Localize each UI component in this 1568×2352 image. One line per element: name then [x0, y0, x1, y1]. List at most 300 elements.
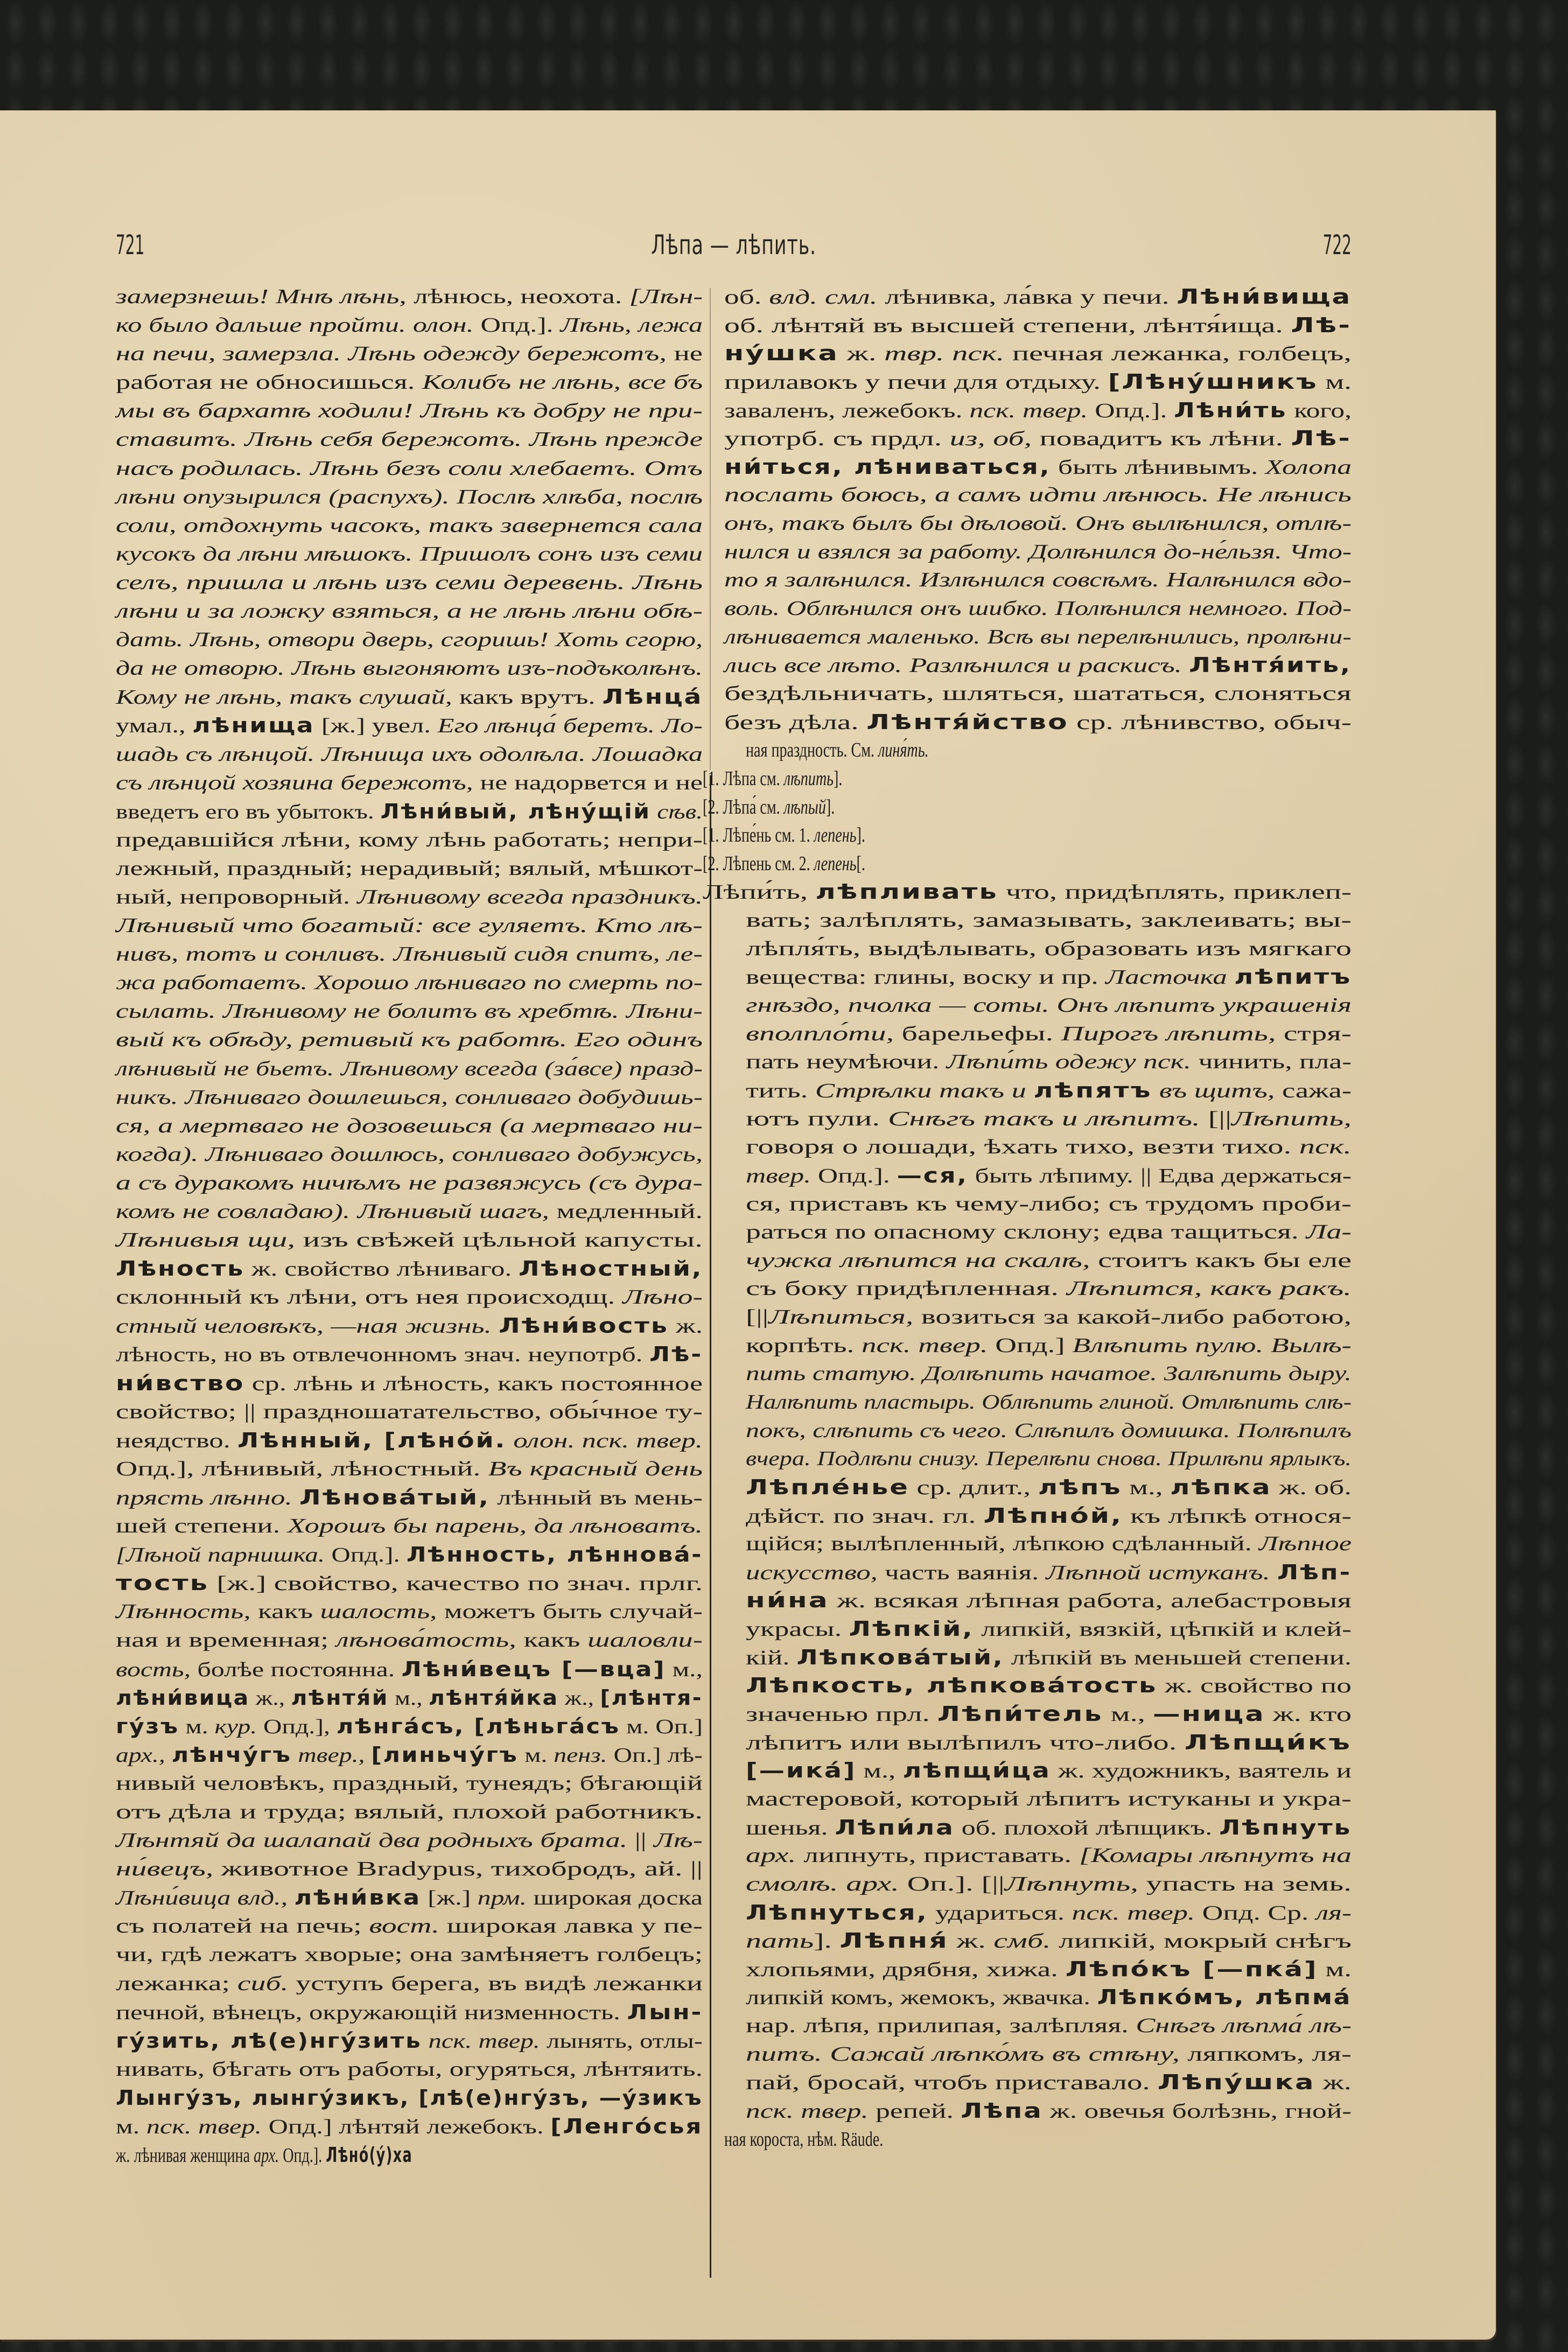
definition-text: съ боку придѣпленная. — [746, 1277, 1067, 1300]
text-line-content — [746, 1190, 1352, 1219]
text-line — [116, 2112, 703, 2141]
text-line-content — [116, 2112, 703, 2141]
text-line-content — [746, 1105, 1352, 1133]
text-line-content — [746, 2097, 1352, 2126]
definition-text: животное Bradypus, тихобродъ, ай. || — [213, 1858, 703, 1881]
text-line — [116, 797, 703, 826]
page-number-right: 722 — [1322, 229, 1352, 261]
text-line — [724, 2125, 1352, 2154]
example-text: шаловли- — [587, 1629, 703, 1652]
text-line-content — [746, 991, 1352, 1020]
definition-text: шенья. — [746, 1816, 835, 1839]
definition-text: хлопьями, дрябня, хижа. — [746, 1958, 1066, 1981]
definition-text: [|| — [1200, 1107, 1231, 1130]
text-line-content — [746, 1275, 1352, 1303]
definition-text: часть ваянія. — [877, 1561, 1046, 1584]
headword: Лѣпу́шка — [1157, 2070, 1315, 2095]
example-text: твр. пск. — [884, 342, 1005, 366]
text-line-content — [746, 1247, 1352, 1275]
example-text: пенз. — [554, 1744, 607, 1767]
text-line — [724, 283, 1352, 311]
headword: Лѣпкій, — [849, 1617, 974, 1641]
example-text: Снѣгъ такъ и лѣпитъ. — [887, 1107, 1200, 1130]
example-text: Налѣпить пластырь. Облѣпить глиной. Отлѣпить слѣ- — [746, 1390, 1352, 1413]
text-line-content — [116, 1970, 703, 1998]
headword: Лѣность — [116, 1257, 245, 1281]
example-text: Лѣни́вица — [116, 1887, 231, 1910]
text-line — [116, 769, 703, 797]
example-text: кусокъ да лѣни мѣшокъ. Пришолъ сонъ изъ семи — [116, 542, 703, 565]
text-line — [724, 1899, 1352, 1927]
text-line — [724, 1303, 1352, 1332]
example-text: лѣнивый не бьетъ. Лѣнивому всегда (за́все) празд- — [116, 1057, 703, 1080]
text-line — [724, 736, 1352, 765]
text-line — [116, 283, 703, 311]
example-text: пск. твер. — [969, 399, 1088, 422]
example-text: лепень — [814, 824, 857, 847]
text-line-content — [116, 797, 703, 827]
example-text: замерзнешь! Мнѣ лѣнь, — [116, 285, 407, 308]
definition-text: липкій, мокрый снѣгъ — [1051, 1930, 1352, 1953]
definition-text: значенью прл. — [746, 1703, 937, 1726]
text-line — [724, 1785, 1352, 1814]
example-text: Лѣнивому всегда праздникъ. — [357, 885, 703, 908]
headword: Лѣпно́й, — [983, 1503, 1123, 1528]
headword: лѣни́вица — [116, 1685, 250, 1710]
headword: Лѣни́вецъ [—вца] — [401, 1657, 666, 1681]
text-line-content — [746, 2040, 1352, 2069]
definition-text: [ж.] свойство, качество по знач. прлг. — [209, 1572, 703, 1595]
text-line-content — [116, 1083, 703, 1112]
definition-text — [838, 1873, 846, 1895]
headword: лѣнтя́йка — [428, 1685, 559, 1710]
text-line-content — [746, 1076, 1352, 1105]
text-line — [116, 1083, 703, 1112]
text-line-content — [746, 1983, 1352, 2012]
text-line-content — [116, 1398, 703, 1426]
definition-text: ж. художникъ, ваятель и — [1051, 1760, 1352, 1783]
text-line-content — [116, 2055, 703, 2084]
text-line — [116, 340, 703, 368]
example-text: Лѣпное — [1258, 1532, 1352, 1556]
text-line — [724, 906, 1352, 935]
example-text: въ щитъ, — [1152, 1079, 1275, 1102]
example-text: лись все лѣто. Разлѣнился и раскисъ. — [724, 654, 1189, 677]
definition-text: Лѣпи́ть, — [703, 881, 816, 904]
definition-text: лѣпля́ть, выдѣлывать, образовать изъ мягкаго — [746, 937, 1352, 960]
text-line-content — [116, 826, 703, 855]
definition-text: возиться за какой-либо работою, — [913, 1306, 1352, 1329]
text-line — [116, 1769, 703, 1798]
example-text: на печи, замерзла. Лѣнь одежду бережотъ, — [116, 342, 667, 366]
text-line — [724, 1473, 1352, 1502]
text-line — [724, 2012, 1352, 2040]
example-text: лепень — [814, 852, 857, 875]
headword: [Лѣну́шникъ — [1108, 369, 1318, 394]
example-text: ставитъ. Лѣнь себя бережотъ. Лѣнь прежде — [116, 428, 703, 451]
text-line-content — [116, 1741, 703, 1770]
definition-text: лѣпкій въ меньшей степени. — [1004, 1646, 1352, 1669]
headword: Лѣнный, [лѣно́й. — [237, 1428, 507, 1452]
headword: [—ика́] — [746, 1759, 857, 1783]
text-line-content — [746, 1048, 1352, 1076]
text-line — [116, 569, 703, 597]
text-line — [116, 597, 703, 626]
text-line — [116, 2141, 703, 2169]
text-line-content — [116, 1998, 703, 2027]
definition-text: повадитъ къ лѣни. — [1032, 428, 1291, 451]
text-line-content — [116, 1684, 703, 1713]
definition-text: м. — [1318, 1958, 1352, 1981]
text-line-content — [746, 1161, 1352, 1191]
text-line-content — [724, 651, 1352, 680]
definition-text: что, придѣплять, приклеп- — [998, 881, 1352, 904]
headword: ни́вство — [116, 1371, 245, 1395]
text-line — [724, 1388, 1352, 1417]
example-text: вполпло́ти, — [746, 1022, 894, 1045]
example-text: арх., — [116, 1744, 172, 1767]
definition-text: липкій комъ, жемокъ, жвачка. — [746, 1986, 1097, 2010]
text-line — [724, 1076, 1352, 1105]
text-line — [116, 1598, 703, 1626]
definition-text: барельефы. — [894, 1022, 1061, 1045]
text-line-content — [746, 736, 929, 765]
headword: Лѣпня́ — [839, 1929, 949, 1953]
definition-text: ж. — [838, 342, 885, 366]
text-line — [116, 626, 703, 654]
definition-text — [1026, 1080, 1034, 1102]
definition-text: ж. лѣнивая женщина — [116, 2144, 254, 2167]
text-line-content — [116, 1655, 703, 1684]
headword: Лынгу́зъ, лынгу́зикъ, [лѣ(е)нгу́зъ, —у́зикъ — [116, 2085, 703, 2110]
text-line — [724, 1190, 1352, 1219]
definition-text: лѣпитъ или вылѣпилъ что-либо. — [746, 1731, 1185, 1754]
example-text: Лѣнь, лежа — [560, 314, 703, 337]
example-text: арх. — [254, 2144, 279, 2167]
text-line-content — [116, 2084, 703, 2113]
definition-text: ж. всякая лѣпная работа, алебастровыя — [829, 1590, 1352, 1613]
definition-text: упасть на земь. — [1138, 1872, 1352, 1895]
example-text: смб. — [993, 1930, 1051, 1953]
example-text: пск. твер. — [1072, 1901, 1195, 1924]
text-line — [116, 2084, 703, 2112]
text-line — [116, 1655, 703, 1684]
definition-text: прилавокъ у печи для отдыху. — [724, 370, 1108, 394]
example-text: нился и взялся за работу. Долѣнился до-не́льзя. Что- — [724, 540, 1352, 563]
text-line-content — [746, 1785, 1352, 1814]
example-text: вый къ обѣду, ретивый къ работѣ. Его одинъ — [116, 1028, 703, 1052]
example-text: лѣни и за ложку взяться, а не лѣнь лѣни обѣ- — [116, 600, 703, 623]
definition-text: [|| — [746, 1306, 769, 1329]
headword: Лѣностный, — [519, 1257, 703, 1281]
definition-text: уступъ берега, въ видѣ лежанки — [288, 1972, 703, 1995]
definition-text: ж. — [948, 1930, 994, 1953]
text-line-content — [746, 1218, 1352, 1247]
text-line-content — [116, 1912, 703, 1941]
definition-text: ж. овечья болѣзнь, гной- — [1042, 2100, 1352, 2123]
text-line — [116, 1798, 703, 1826]
text-line — [724, 424, 1352, 453]
example-text: лѣнивается маленько. Всѣ вы перелѣнились, пролѣни- — [724, 625, 1352, 648]
definition-text: ]. — [814, 1930, 840, 1953]
text-line — [724, 1756, 1352, 1785]
definition-text: употрб. съ прдл. — [724, 428, 950, 451]
text-line — [116, 740, 703, 769]
definition-text: [ж.] увел. — [314, 715, 438, 738]
example-text: комъ не совладаю). Лѣнивый шагъ, — [116, 1200, 549, 1223]
definition-text: съ полатей на печь; — [116, 1915, 369, 1938]
example-text: шалость, — [320, 1600, 437, 1623]
example-text: пск. твер. — [422, 2029, 540, 2053]
example-text: послать боюсь, а самъ идти лѣнюсь. Не лѣнись — [724, 484, 1352, 507]
text-line-content — [116, 855, 703, 883]
headword: лѣпка — [1170, 1475, 1272, 1499]
example-text: Лѣ- — [654, 1829, 703, 1852]
definition-text: склонный къ лѣни, отъ нея происходщ. — [116, 1286, 623, 1309]
text-line-content — [116, 1055, 703, 1083]
definition-text: лѣность, но въ отвлечонномъ знач. неупотрб. — [116, 1343, 650, 1367]
text-line-content — [116, 1941, 703, 1969]
definition-text: м., — [388, 1686, 429, 1710]
text-line — [116, 1026, 703, 1054]
text-line-content — [703, 850, 865, 878]
definition-text: бездѣльничать, шляться, шататься, слоняться — [724, 682, 1352, 705]
text-line — [724, 991, 1352, 1020]
definition-text: не — [666, 342, 703, 366]
definition-text: Оп.] лѣ- — [607, 1744, 703, 1767]
text-line-content — [116, 997, 703, 1026]
definition-text: удариться. — [928, 1901, 1072, 1924]
column-divider-top — [710, 288, 711, 770]
example-text: Пирогъ лѣпить, — [1061, 1022, 1276, 1045]
headword: [линьчу́гъ — [371, 1742, 519, 1767]
text-line-content — [724, 368, 1352, 397]
text-line — [116, 683, 703, 711]
text-line-content — [116, 569, 703, 597]
example-text: сылать. Лѣнивому не болитъ въ хребтѣ. Лѣни- — [116, 1000, 703, 1023]
text-line-content — [116, 1426, 703, 1455]
example-text: Кому не лѣнь, такъ слушай, — [116, 686, 452, 709]
text-line-content — [116, 1255, 703, 1284]
definition-text: раться по опасному склону; едва тащиться. — [746, 1221, 1306, 1244]
example-text: Стрѣлки такъ и — [815, 1079, 1026, 1102]
definition-text: мастеровой, который лѣпитъ истуканы и укра- — [746, 1787, 1352, 1810]
definition-text: вещества: глины, воску и пр. — [746, 966, 1106, 989]
text-line — [724, 509, 1352, 538]
example-text: стный человѣкъ, —ная жизнь. — [116, 1315, 499, 1338]
text-line — [724, 1133, 1352, 1161]
example-text: Холопа — [1265, 456, 1352, 479]
example-text: Лѣпиться, — [768, 1306, 914, 1329]
definition-text: Опд.], лѣнивый, лѣностный. — [116, 1457, 488, 1480]
definition-text: [ж.] — [421, 1887, 478, 1910]
example-text: ля- — [1315, 1901, 1352, 1924]
text-line-content — [746, 2068, 1352, 2097]
headword: ни́ться, лѣниваться, — [724, 454, 1051, 479]
definition-text: ср. лѣнивство, обыч- — [1068, 711, 1352, 734]
text-line — [724, 1671, 1352, 1700]
example-text: ся, а мертваго не дозовешься (а мертваго ни- — [116, 1114, 703, 1137]
definition-text: об. лѣнтяй въ высшей степени, лѣнтя́ища. — [724, 314, 1291, 337]
headword: гу́зъ — [116, 1714, 179, 1738]
text-line-content — [724, 623, 1352, 652]
example-text: прм. — [477, 1887, 527, 1910]
headword: Лѣп- — [1277, 1560, 1352, 1584]
text-line-content — [116, 397, 703, 425]
text-line — [724, 1842, 1352, 1870]
headword: гу́зить, лѣ(е)нгу́зить — [116, 2028, 422, 2053]
definition-text: широкая доска — [527, 1887, 703, 1910]
text-line — [724, 2097, 1352, 2125]
text-line-content — [116, 283, 703, 311]
text-line — [724, 368, 1352, 396]
text-line — [116, 1198, 703, 1226]
definition-text: лежанка; — [116, 1972, 237, 1995]
text-line-content — [746, 1473, 1352, 1502]
text-line-content — [746, 1332, 1352, 1360]
text-line-content — [724, 396, 1352, 425]
example-text: Лѣпи́ть одежу — [946, 1051, 1136, 1074]
example-text: никъ. Лѣниваго дошлешься, сонливаго добудишь- — [116, 1086, 703, 1109]
text-line — [116, 397, 703, 425]
text-line — [724, 566, 1352, 594]
text-line-content — [116, 1169, 703, 1198]
example-text: пск. твер. — [146, 2116, 262, 2138]
text-line-content — [724, 481, 1352, 509]
text-line-content — [116, 454, 703, 483]
example-text: ко было дальше пройти. олон. — [116, 314, 474, 337]
definition-text: щійся; вылѣпленный, лѣпкою сдѣланный. — [746, 1532, 1259, 1556]
text-line-content — [116, 2141, 412, 2170]
example-text: нивъ, тотъ и сонливъ. Лѣнивый сидя спитъ, ле- — [116, 943, 703, 966]
definition-text: м., — [1103, 1703, 1153, 1726]
example-text: твер., — [291, 1744, 365, 1767]
headword: Лѣнова́тый, — [299, 1485, 490, 1509]
text-line-content — [746, 1927, 1352, 1956]
text-line-content — [746, 1417, 1352, 1445]
text-line-content — [746, 1586, 1352, 1615]
headword: Лѣнца́ — [602, 685, 703, 709]
example-text: арх. — [746, 1844, 796, 1867]
example-text: влд., — [230, 1887, 295, 1910]
text-line — [116, 912, 703, 940]
text-line-content — [746, 1445, 1352, 1473]
headword: Лѣно́(у́)ха — [326, 2143, 413, 2167]
definition-text: ж. об. — [1271, 1476, 1352, 1499]
definition-text: болѣе постоянна. — [191, 1658, 402, 1681]
text-line — [724, 1983, 1352, 2012]
text-line-content — [116, 2027, 703, 2056]
text-line — [724, 594, 1352, 623]
text-line-content — [116, 512, 703, 540]
text-line — [724, 935, 1352, 963]
text-line-content — [116, 912, 703, 940]
definition-text: стря- — [1276, 1022, 1352, 1045]
running-title-text: Лѣпа — лѣпить. — [651, 229, 816, 261]
text-line-content — [746, 1955, 1352, 1984]
text-line — [724, 2040, 1352, 2069]
text-line-content — [116, 540, 703, 569]
dictionary-page — [0, 110, 1496, 2340]
definition-text — [365, 1744, 371, 1767]
text-line — [116, 1912, 703, 1941]
text-line — [116, 1826, 703, 1855]
example-text: пать — [746, 1930, 814, 1953]
text-line — [724, 1218, 1352, 1247]
page-number-left: 721 — [116, 229, 145, 261]
text-line — [116, 1426, 703, 1455]
text-line — [724, 538, 1352, 566]
text-line-content — [116, 1598, 703, 1626]
example-text: пск. — [1299, 1136, 1352, 1159]
text-line — [116, 311, 703, 340]
text-line-content — [116, 1826, 703, 1855]
text-line-content — [724, 453, 1352, 482]
definition-text: кого, — [1287, 399, 1352, 422]
example-text: лѣнова́тость, — [335, 1629, 516, 1652]
headword: Лѣпкость, лѣпкова́тость — [746, 1674, 1158, 1698]
headword: Лѣпле́нье — [746, 1475, 909, 1499]
example-text: шадь съ лѣнцой. Лѣнища ихъ одолѣла. Лошадка — [116, 743, 703, 766]
definition-text: лѣнивка, ла́вка у печи. — [877, 286, 1177, 309]
text-line — [724, 651, 1352, 680]
definition-text: м. Оп.] — [620, 1715, 703, 1738]
definition-text: нар. лѣпя, прилипая, залѣпляя. — [746, 2014, 1136, 2038]
headword: [Ленго́сья — [550, 2115, 703, 2138]
text-line — [116, 1541, 703, 1569]
definition-text: [. — [856, 852, 865, 875]
definition-text: украсы. — [746, 1618, 849, 1641]
text-line — [724, 1105, 1352, 1133]
text-line — [116, 1455, 703, 1483]
headword: Лѣ- — [649, 1342, 703, 1367]
text-line-content — [116, 1712, 703, 1741]
definition-text: медленный. — [549, 1200, 703, 1223]
example-text: вость, — [116, 1658, 191, 1681]
definition-text: шей степени. — [116, 1515, 288, 1538]
text-line — [724, 396, 1352, 425]
definition-text: ]. — [856, 824, 865, 847]
definition-text: пай, бросай, чтобъ приставало. — [746, 2071, 1158, 2095]
headword: Лѣ- — [1291, 426, 1352, 451]
headword: Лѣнтя́ить, — [1189, 653, 1352, 677]
text-line-content — [746, 1388, 1352, 1417]
text-line-content — [746, 1899, 1352, 1928]
text-line-content — [116, 769, 703, 797]
definition-text: ный, непроворный. — [116, 885, 358, 908]
text-line — [116, 1340, 703, 1369]
text-line-content — [746, 1700, 1352, 1729]
definition-text: ж. свойство лѣниваго. — [244, 1258, 519, 1281]
headword: Лѣни́вый, лѣну́щій — [380, 799, 651, 823]
text-line — [724, 680, 1352, 708]
example-text: то я залѣнился. Излѣнился совсѣмъ. Налѣнился вдо- — [724, 569, 1352, 592]
text-line-content — [116, 1112, 703, 1140]
text-line — [116, 1169, 703, 1198]
text-line-content — [724, 708, 1352, 737]
text-line-content — [724, 424, 1352, 453]
definition-text: м., — [666, 1658, 703, 1681]
example-text: Ласточка — [1105, 966, 1227, 989]
text-line — [116, 1998, 703, 2027]
example-text: Лѣпить, — [1231, 1107, 1352, 1130]
example-text: Лѣнивыя щи, — [116, 1229, 296, 1252]
definition-text: можетъ быть случай- — [437, 1600, 703, 1623]
text-line — [116, 1255, 703, 1283]
text-line — [724, 1927, 1352, 1955]
text-line — [724, 1502, 1352, 1530]
example-text: Хорошъ бы парень, да лѣноватъ. — [287, 1515, 703, 1538]
